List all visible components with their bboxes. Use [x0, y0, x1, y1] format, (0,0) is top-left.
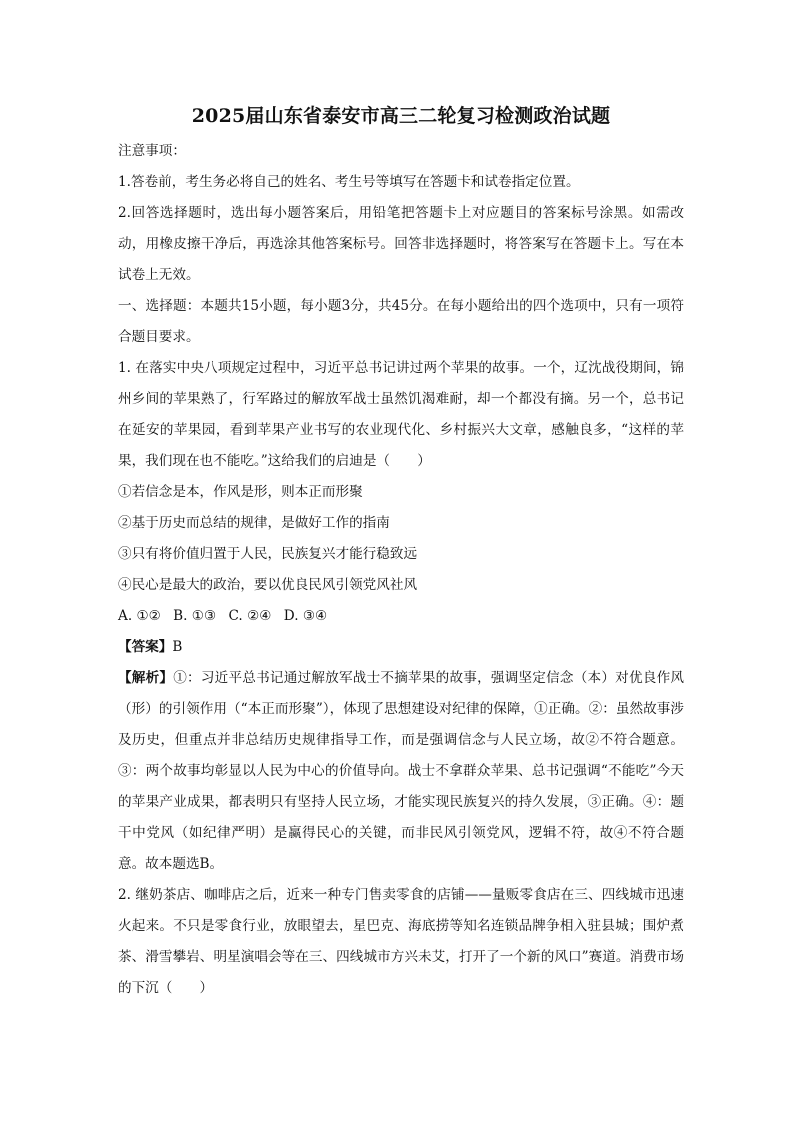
question-1-item-3: ③只有将价值归置于人民，民族复兴才能行稳致远 — [118, 546, 418, 562]
option-b: B. ①③ — [173, 608, 217, 624]
note-item-2: 2.回答选择题时，选出每小题答案后，用铅笔把答题卡上对应题目的答案标号涂黑。如需改动，用橡皮擦干净后，再选涂其他答案标号。回答非选择题时，将答案写在答题卡上。写在本试卷上无效。 — [118, 205, 684, 283]
question-1-item-2: ②基于历史而总结的规律，是做好工作的指南 — [118, 515, 390, 531]
section-heading: 一、选择题：本题共15小题，每小题3分，共45分。在每小题给出的四个选项中，只有一项符合题目要求。 — [118, 298, 684, 345]
question-1-options — [118, 601, 684, 632]
question-1-analysis — [118, 663, 684, 880]
question-1-item-1: ①若信念是本，作风是形，则本正而形聚 — [118, 484, 363, 500]
question-1-stem: 1. 在落实中央八项规定过程中，习近平总书记讲过两个苹果的故事。一个，辽沈战役期间，锦州乡间的苹果熟了，行军路过的解放军战士虽然饥渴难耐，却一个都没有摘。另一个，总书记在延安的苹果园，看到苹果产业书写的农业现代化、乡村振兴大文章，感触良多，“这样的苹果，我们现在也不能吃。”这给我们的启迪是（ ） — [118, 360, 684, 469]
question-2-stem: 2. 继奶茶店、咖啡店之后，近来一种专门售卖零食的店铺——量贩零食店在三、四线城市迅速火起来。不只是零食行业，放眼望去，星巴克、海底捞等知名连锁品牌争相入驻县城；围炉煮茶、滑雪攀岩、明星演唱会等在三、四线城市方兴未艾，打开了一个新的风口”赛道。消费市场的下沉（ ） — [118, 887, 684, 996]
exam-title: 2025届山东省泰安市高三二轮复习检测政治试题 — [191, 105, 611, 127]
question-1-answer — [118, 632, 684, 663]
answer-label: 【答案】 — [118, 639, 173, 655]
notes-heading: 注意事项： — [118, 143, 186, 159]
option-a: A. ①② — [118, 608, 161, 624]
option-c: C. ②④ — [228, 608, 272, 624]
question-1-item-4: ④民心是最大的政治，要以优良民风引领党风社风 — [118, 577, 418, 593]
analysis-text: ①：习近平总书记通过解放军战士不摘苹果的故事，强调坚定信念（本）对优良作风（形）的引领作用（“本正而形聚”），体现了思想建设对纪律的保障，①正确。②：虽然故事涉及历史，但重点并非总结历史规律指导工作，而是强调信念与人民立场，故②不符合题意。③：两个故事均彰显以人民为中心的价值导向。战士不拿群众苹果、总书记强调“不能吃”今天的苹果产业成果，都表明只有坚持人民立场，才能实现民族复兴的持久发展，③正确。④：题干中党风（如纪律严明）是赢得民心的关键，而非民风引领党风，逻辑不符，故④不符合题意。故本题选B。 — [118, 670, 685, 872]
note-item-1: 1.答卷前，考生务必将自己的姓名、考生号等填写在答题卡和试卷指定位置。 — [118, 174, 580, 190]
analysis-label: 【解析】 — [118, 670, 174, 686]
answer-value: B — [172, 639, 183, 655]
option-d: D. ③④ — [283, 608, 328, 624]
